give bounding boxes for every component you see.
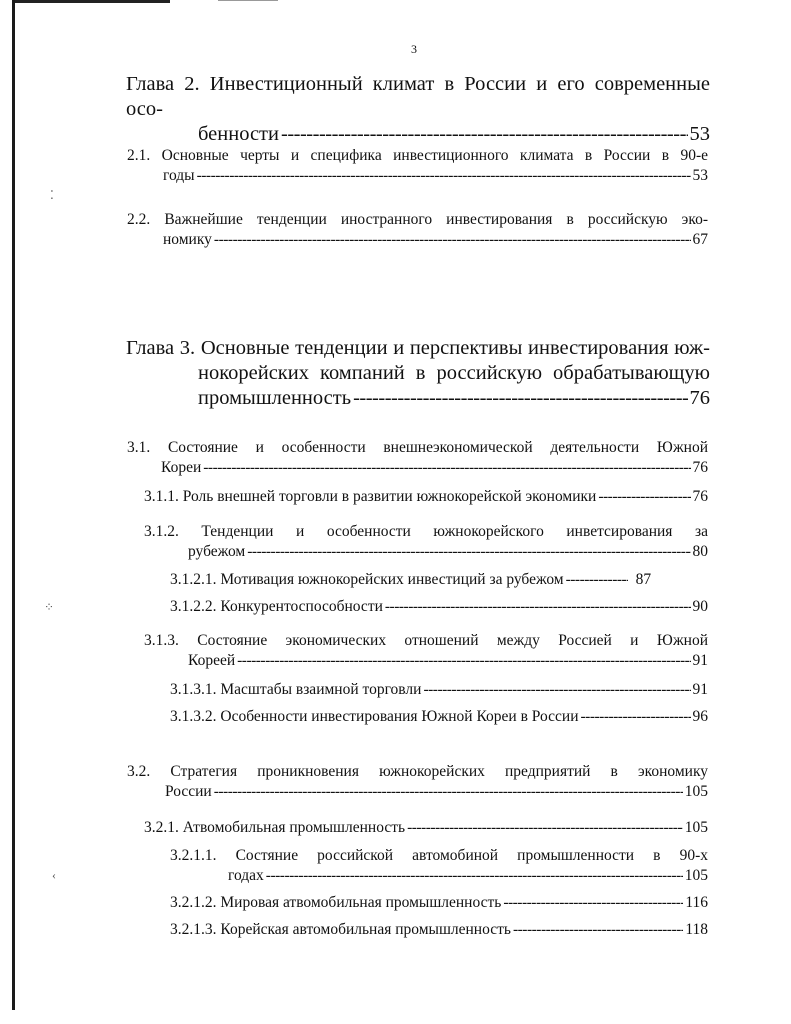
- page-ref: 87: [635, 571, 652, 588]
- page-ref: 53: [689, 123, 710, 145]
- toc-leader: номику ----- 67: [163, 230, 708, 250]
- page-ref: 91: [692, 652, 708, 669]
- toc-section-3-1-2-2: [170, 597, 708, 617]
- toc-leader: 3.1.1. Роль внешней торговли в развитии южнокорейской экономики ----- 76: [144, 487, 708, 507]
- toc-section-3-1-1: [144, 487, 708, 507]
- page-ref: 76: [692, 459, 708, 476]
- toc-chapter-2: [126, 72, 710, 147]
- scan-speck: ‹: [52, 868, 56, 882]
- toc-leader: 3.2.1. Атвомобильная промышленность ----- 105: [144, 818, 708, 838]
- toc-leader: рубежом ----- 80: [188, 542, 708, 562]
- toc-section-3-2-1-2: [170, 893, 708, 913]
- toc-leader: годы ----- 53: [163, 166, 708, 186]
- scan-border-top: [12, 0, 170, 3]
- toc-section-3-2-1-3: [170, 920, 708, 940]
- toc-section-3-1-2-1: [170, 570, 708, 590]
- toc-section-3-1-3-2: [170, 707, 708, 727]
- toc-section-3-1-2: 3.1.2. Тенденции и особенности южнокорейского инветсирования за рубежом ----- 80: [144, 522, 708, 562]
- toc-section-3-2-1-1: 3.2.1.1. Состяние российской автомобиной промышленности в 90-х годах ----- 105: [170, 846, 708, 886]
- toc-leader: 3.1.3.1. Масштабы взаимной торговли ----- 91: [170, 680, 708, 700]
- scan-speck: ⁘: [44, 600, 55, 614]
- page-ref: 90: [692, 598, 708, 615]
- toc-chapter-3: Глава 3. Основные тенденции и перспективы инвестирования юж- нокорейских компаний в российскую обрабатывающую промышленность ----- 76: [126, 336, 710, 411]
- toc-section-3-1: 3.1. Состояние и особенности внешнеэкономической деятельности Южной Кореи ----- 76: [127, 438, 708, 478]
- toc-leader: Кореей ----- 91: [188, 651, 708, 671]
- toc-chapter-2-leader: бенности ----- 53: [198, 122, 710, 147]
- toc-section-3-2-1: [144, 818, 708, 838]
- page-ref: 76: [692, 488, 708, 505]
- toc-leader: годах ----- 105: [228, 866, 708, 886]
- toc-section-3-1-3-1: [170, 680, 708, 700]
- page-ref: 67: [692, 231, 708, 248]
- toc-section-3-2: 3.2. Стратегия проникновения южнокорейских предприятий в экономику России ----- 105: [127, 762, 708, 802]
- toc-leader: 3.1.2.2. Конкурентоспособности ----- 90: [170, 597, 708, 617]
- page-ref: 96: [692, 708, 708, 725]
- toc-leader: 3.2.1.2. Мировая атвомобильная промышленность ----- 116: [170, 893, 708, 913]
- toc-section-2-1: 2.1. Основные черты и специфика инвестиционного климата в России в 90-е годы ----- 53: [127, 146, 708, 186]
- page-ref: 105: [684, 783, 708, 800]
- toc-leader: 3.1.2.1. Мотивация южнокорейских инвестиций за рубежом ----- 87: [170, 570, 708, 590]
- page-ref: 118: [685, 921, 708, 938]
- page-ref: 76: [689, 387, 710, 409]
- toc-leader: 3.1.3.2. Особенности инвестирования Южной Кореи в России ----- 96: [170, 707, 708, 727]
- toc-section-2-2: 2.2. Важнейшие тенденции иностранного инвестирования в российскую эко- номику ----- 67: [127, 210, 708, 250]
- toc-leader: Кореи ----- 76: [161, 458, 708, 478]
- page-ref: 53: [692, 167, 708, 184]
- scan-border-top-fragment: [218, 0, 278, 1]
- page-ref: 116: [685, 894, 708, 911]
- scan-border-left: [12, 0, 15, 1010]
- page-number: 3: [411, 42, 417, 56]
- toc-chapter-3-leader: промышленность ----- 76: [198, 386, 710, 411]
- page-ref: 91: [692, 681, 708, 698]
- toc-leader: 3.2.1.3. Корейская автомобильная промышленность ----- 118: [170, 920, 708, 940]
- toc-leader: России ----- 105: [165, 782, 708, 802]
- toc-section-3-1-3: 3.1.3. Состояние экономических отношений между Россией и Южной Кореей ----- 91: [144, 631, 708, 671]
- toc-chapter-3-title: Глава 3. Основные тенденции и перспективы инвестирования юж-: [126, 337, 710, 359]
- page-ref: 80: [692, 543, 708, 560]
- page-ref: 105: [684, 819, 708, 836]
- scan-speck: ⁚: [50, 188, 54, 202]
- toc-chapter-2-title: Глава 2. Инвестиционный климат в России и его современные осо-: [126, 73, 710, 120]
- page-ref: 105: [684, 867, 708, 884]
